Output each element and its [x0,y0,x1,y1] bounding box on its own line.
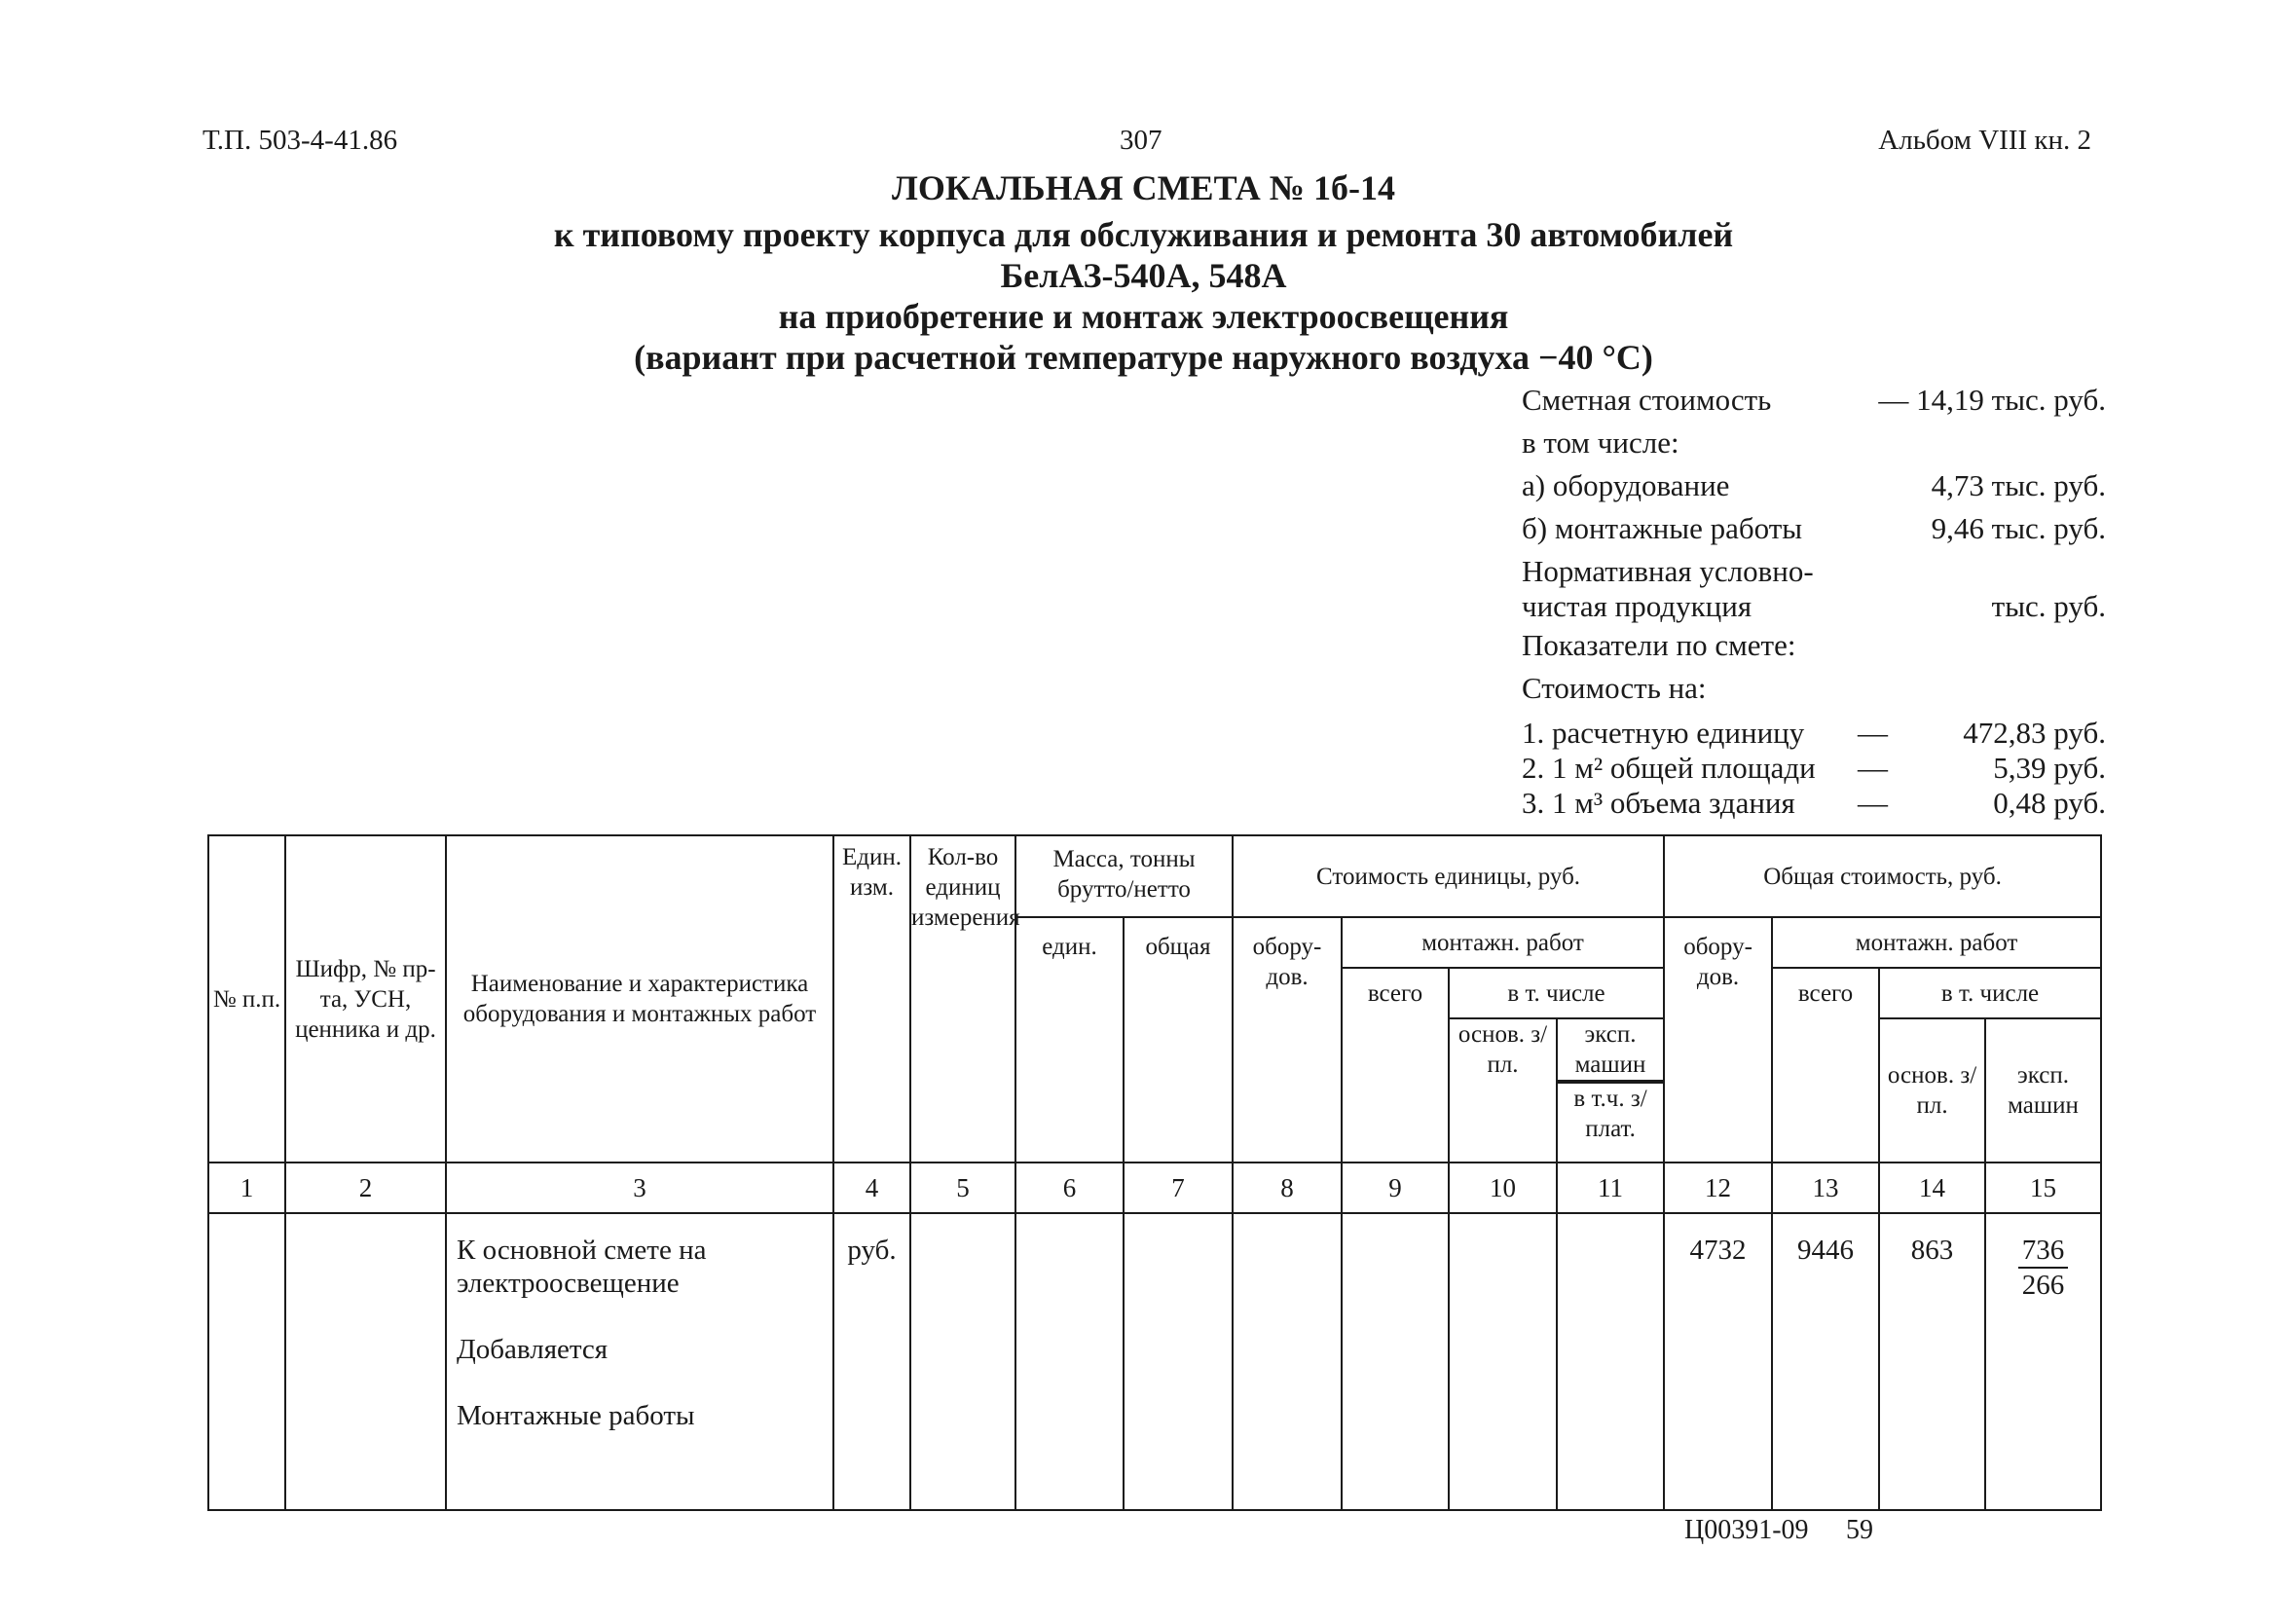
cell-mass-unit [1015,1213,1124,1510]
header-total-base-wage: основ. з/пл. [1879,1018,1985,1163]
cell-unit-base-wage [1449,1213,1557,1510]
title-line-3: БелАЗ-540А, 548А [1000,256,1287,295]
title-line-1: ЛОКАЛЬНАЯ СМЕТА № 1б-14 [892,168,1395,207]
header-mass: Масса, тонны брутто/нетто [1015,835,1233,917]
estimate-table [207,834,2102,1511]
per-unit-value: 472,83 руб. [1963,716,2106,750]
cell-unit-machines [1557,1213,1664,1510]
cost-per-label: Стоимость на: [1522,671,1707,705]
normative-value: тыс. руб. [1991,589,2106,623]
header-total-equip: обору-дов. [1664,917,1772,1163]
mounting-value: 9,46 тыс. руб. [1931,511,2106,545]
cell-name [446,1213,833,1510]
header-total-mount: монтажн. работ [1772,917,2101,968]
title-line-5: (вариант при расчетной температуре наружного воздуха −40 °С) [634,338,1653,377]
cell-unit-equip [1233,1213,1342,1510]
per-unit-dash: — [1858,716,1888,750]
cell-qty [910,1213,1015,1510]
footer-sheet: 59 [1846,1515,1873,1545]
header-unit-equip: обору-дов. [1233,917,1342,1163]
cell-total-equip: 4732 [1664,1213,1772,1510]
column-number: 9 [1342,1163,1449,1213]
header-total-mount-total: всего [1772,968,1879,1163]
column-number: 11 [1557,1163,1664,1213]
header-unit-base-wage: основ. з/пл. [1449,1018,1557,1163]
header-unit-machines: эксп. машин [1557,1018,1664,1083]
column-number: 3 [446,1163,833,1213]
estimated-cost-label: Сметная стоимость [1522,383,1772,417]
equipment-label: а) оборудование [1522,468,1730,502]
cell-unit: руб. [833,1213,910,1510]
including-label: в том числе: [1522,425,1679,460]
column-number: 1 [208,1163,285,1213]
column-number: 2 [285,1163,446,1213]
mounting-label: б) монтажные работы [1522,511,1803,545]
machines-value: 736 [2018,1234,2069,1269]
header-name: Наименование и характеристика оборудования и монтажных работ [446,835,833,1163]
cell-code [285,1213,446,1510]
cost-summary [1522,379,2106,821]
cell-total-mount: 9446 [1772,1213,1879,1510]
column-number: 7 [1124,1163,1233,1213]
column-number: 4 [833,1163,910,1213]
cell-total-machines [1985,1213,2101,1510]
cell-num [208,1213,285,1510]
header-unit-cost: Стоимость единицы, руб. [1233,835,1664,917]
per-m2-dash: — [1858,751,1888,785]
header-total-machines: эксп. машин [1985,1018,2101,1163]
row-text-main: К основной смете на электроосвещение [457,1235,707,1299]
header-unit-incl: в т. числе [1449,968,1664,1018]
indicators-label: Показатели по смете: [1522,628,1796,662]
header-unit-mount-total: всего [1342,968,1449,1163]
title-line-4: на приобретение и монтаж электроосвещения [778,297,1509,336]
header-total-cost: Общая стоимость, руб. [1664,835,2101,917]
estimated-cost-value: — 14,19 тыс. руб. [1878,383,2106,417]
column-number: 14 [1879,1163,1985,1213]
column-number: 8 [1233,1163,1342,1213]
machines-wage-value: 266 [2021,1270,2065,1301]
header-mass-total: общая [1124,917,1233,1163]
cell-total-base-wage: 863 [1879,1213,1985,1510]
header-mass-unit: един. [1015,917,1124,1163]
row-text-added: Добавляется [457,1334,609,1365]
column-number: 12 [1664,1163,1772,1213]
cell-mass-total [1124,1213,1233,1510]
per-m3-value: 0,48 руб. [1993,786,2106,820]
column-number: 15 [1985,1163,2101,1213]
header-unit-mount: монтажн. работ [1342,917,1664,968]
column-number: 5 [910,1163,1015,1213]
per-m3-label: 3. 1 м³ объема здания [1522,786,1795,820]
per-m3-dash: — [1858,786,1888,820]
page-number: 307 [1120,125,1162,156]
per-m2-label: 2. 1 м² общей площади [1522,751,1816,785]
header-unit-machines-wage: в т.ч. з/плат. [1557,1083,1664,1163]
equipment-value: 4,73 тыс. руб. [1931,468,2106,502]
album-label: Альбом VIII кн. 2 [1878,125,2091,156]
cell-unit-mount-total [1342,1213,1449,1510]
column-number: 6 [1015,1163,1124,1213]
footer-code: Ц00391-09 [1684,1515,1809,1545]
header-total-incl: в т. числе [1879,968,2101,1018]
header-unit: Един. изм. [833,835,910,1163]
per-unit-label: 1. расчетную единицу [1522,716,1805,750]
column-number: 10 [1449,1163,1557,1213]
header-qty: Кол-во единиц измерения [910,835,1015,1163]
header-num: № п.п. [208,835,285,1163]
table-row [208,1213,2101,1510]
normative-label-line2: чистая продукция [1522,589,1752,623]
header-code: Шифр, № пр-та, УСН, ценника и др. [285,835,446,1163]
column-number: 13 [1772,1163,1879,1213]
row-text-mounting: Монтажные работы [457,1400,695,1431]
normative-label-line1: Нормативная условно- [1522,554,1814,588]
per-m2-value: 5,39 руб. [1993,751,2106,785]
title-line-2: к типовому проекту корпуса для обслуживания и ремонта 30 автомобилей [553,215,1734,254]
doc-code: Т.П. 503-4-41.86 [203,125,398,156]
